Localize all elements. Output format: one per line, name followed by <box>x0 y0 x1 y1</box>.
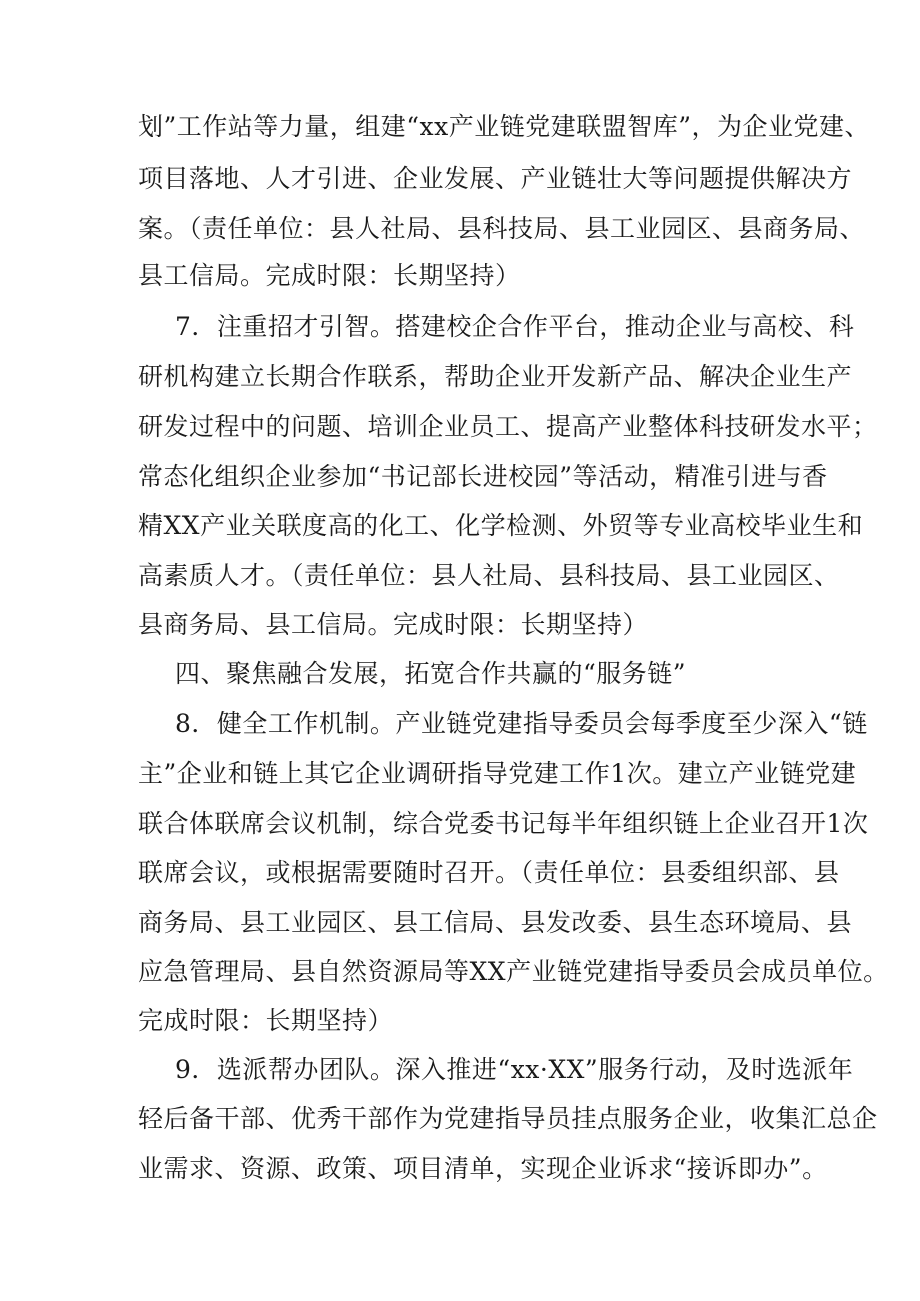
text-line: 高素质人才。（责任单位：县人社局、县科技局、县工业园区、 <box>138 561 840 590</box>
text-line: 主”企业和链上其它企业调研指导党建工作1次。建立产业链党建 <box>138 759 857 788</box>
text-line: 联合体联席会议机制，综合党委书记每半年组织链上企业召开1次 <box>138 809 869 838</box>
text-line: 商务局、县工业园区、县工信局、县发改委、县生态环境局、县 <box>138 908 853 937</box>
text-line: 完成时限：长期坚持） <box>138 1006 394 1035</box>
text-line: 轻后备干部、优秀干部作为党建指导员挂点服务企业，收集汇总企 <box>138 1104 878 1133</box>
text-line: 县工信局。完成时限：长期坚持） <box>138 261 521 290</box>
text-line: 联席会议，或根据需要随时召开。（责任单位：县委组织部、县 <box>138 858 840 887</box>
text-line: 研机构建立长期合作联系，帮助企业开发新产品、解决企业生产 <box>138 362 853 391</box>
item-8-heading-line: 8．健全工作机制。产业链党建指导委员会每季度至少深入“链 <box>175 709 868 738</box>
text-line: 应急管理局、县自然资源局等XX产业链党建指导委员会成员单位。 <box>138 957 889 986</box>
text-line: 县商务局、县工信局。完成时限：长期坚持） <box>138 610 649 639</box>
text-line: 项目落地、人才引进、企业发展、产业链壮大等问题提供解决方 <box>138 164 853 193</box>
text-line: 划”工作站等力量，组建“xx产业链党建联盟智库”，为企业党建、 <box>138 112 871 141</box>
text-line: 研发过程中的问题、培训企业员工、提高产业整体科技研发水平； <box>138 412 878 441</box>
text-line: 业需求、资源、政策、项目清单，实现企业诉求“接诉即办”。 <box>138 1154 828 1183</box>
item-7-heading-line: 7．注重招才引智。搭建校企合作平台，推动企业与高校、科 <box>175 312 855 341</box>
section-heading: 四、聚焦融合发展，拓宽合作共赢的“服务链” <box>175 659 687 688</box>
text-line: 精XX产业关联度高的化工、化学检测、外贸等专业高校毕业生和 <box>138 511 864 540</box>
text-line: 常态化组织企业参加“书记部长进校园”等活动，精准引进与香 <box>138 462 828 491</box>
text-line: 案。（责任单位：县人社局、县科技局、县工业园区、县商务局、 <box>138 214 866 243</box>
item-9-heading-line: 9．选派帮办团队。深入推进“xx·XX”服务行动，及时选派年 <box>175 1055 854 1084</box>
